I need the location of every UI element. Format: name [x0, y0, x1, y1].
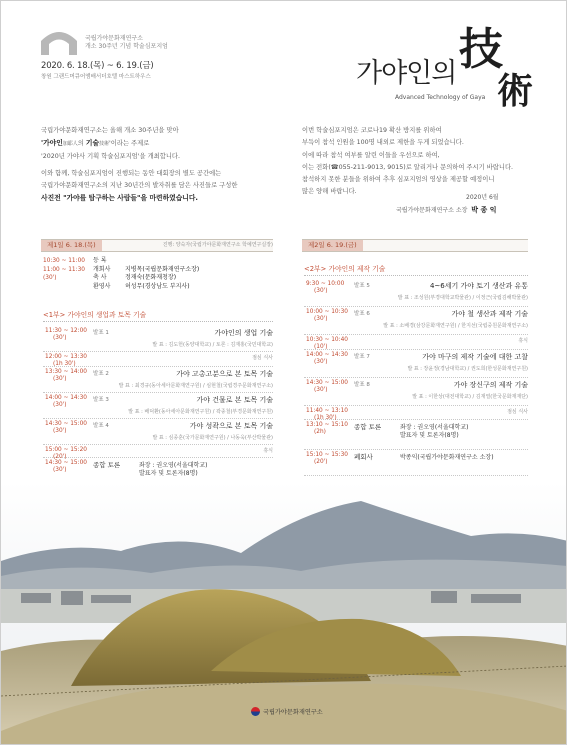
opening-row [43, 283, 273, 292]
row-title: 가야 고총고분으로 본 토목 기술 [176, 370, 273, 378]
schedule-row [304, 450, 528, 476]
schedule-row [304, 406, 528, 420]
row-role: 발표 6 [354, 311, 370, 317]
row-time [45, 369, 87, 383]
intro-paragraph [41, 125, 281, 163]
event-date: 2020. 6. 18.(목) ~ 6. 19.(금) [41, 61, 154, 71]
intro-keyword: '가야인 [41, 139, 63, 148]
row-duration: (20') [314, 459, 328, 465]
schedule-row [304, 279, 528, 307]
row-title: 가야 마구의 제작 기술에 대한 고찰 [422, 353, 528, 361]
schedule-row [43, 445, 273, 458]
row-time [306, 281, 344, 295]
row-duration: (30') [314, 387, 328, 393]
row-duration: (1h 30') [314, 415, 337, 421]
row-duration: (30') [53, 402, 67, 408]
row-sub: 박종익(국립가야문화재연구소 소장) [400, 454, 494, 461]
row-title: 가야인의 생업 기술 [214, 329, 273, 337]
row-time-range: 10:00 ~ 10:30 [306, 309, 348, 315]
institute-logo-icon [39, 27, 79, 57]
intro-line: 의 [77, 140, 86, 148]
opening-detail: 허성무(경상남도 부지사) [125, 282, 190, 290]
row-duration: (30') [53, 376, 67, 382]
row-role: 발표 7 [354, 354, 370, 360]
intro-hanja: 技術 [99, 141, 110, 148]
day2-section-heading: <2부> 가야인의 제작 기술 [304, 263, 528, 276]
row-time [45, 460, 87, 474]
row-time-range: 14:30 ~ 15:00 [45, 460, 87, 466]
title-hanja-2: 術 [497, 70, 534, 112]
schedule-row [43, 352, 273, 367]
opening-row [43, 257, 273, 266]
row-duration: (30') [53, 335, 67, 341]
row-sub: 좌장 : 권오영(서울대학교) [400, 424, 469, 431]
schedule-row [43, 367, 273, 393]
row-duration: (20') [53, 454, 67, 460]
intro-keyword: 기술 [85, 139, 100, 148]
org-line: 국립가야문화재연구소 [85, 35, 143, 42]
intro-line: '2020년 가야사 기획 학술심포지엄'을 개최합니다. [41, 152, 180, 160]
row-title: 가야 철 생산과 제작 기술 [451, 310, 528, 318]
row-time-range: 14:30 ~ 15:00 [45, 421, 87, 427]
row-sub: 발표자 및 토론자(8명) [400, 432, 459, 439]
row-time [306, 380, 348, 394]
row-sub: 좌장 : 권오영(서울대학교) [139, 462, 208, 469]
row-sub: 발표자 및 토론자(8명) [139, 470, 198, 477]
row-time-range: 13:30 ~ 14:00 [45, 369, 87, 375]
landscape-illustration [1, 481, 567, 745]
signature-name: 박 종 익 [471, 206, 497, 214]
row-time-range: 13:10 ~ 15:10 [306, 422, 348, 428]
row-break: 점심 식사 [507, 409, 528, 415]
opening-row [43, 266, 273, 275]
intro-paragraph [41, 168, 281, 206]
row-break: 점심 식사 [252, 355, 273, 361]
signature-date: 2020년 6월 [466, 194, 499, 201]
day1-tag: 제1일 6. 18.(목) [41, 240, 102, 251]
opening-time: 10:30 ~ 11:00 [43, 258, 85, 264]
row-time-range: 10:30 ~ 10:40 [306, 337, 348, 343]
title-english: Advanced Technology of Gaya [395, 94, 486, 101]
row-role: 발표 3 [93, 397, 109, 403]
row-role: 발표 8 [354, 382, 370, 388]
row-duration: (30') [314, 316, 328, 322]
day2-bar [302, 239, 528, 252]
row-time [306, 422, 348, 436]
intro-line: 부득이 참석 인원을 100명 내외로 제한을 두게 되었습니다. [302, 139, 464, 147]
row-time-range: 12:00 ~ 13:30 [45, 354, 87, 360]
row-role: 발표 2 [93, 371, 109, 377]
row-time-range: 14:30 ~ 15:00 [306, 380, 348, 386]
row-break: 휴식 [263, 448, 273, 454]
row-duration: (10') [314, 344, 328, 350]
row-time-range: 15:00 ~ 15:20 [45, 447, 87, 453]
intro-line: '이라는 주제로 [109, 140, 150, 148]
row-duration: (30') [53, 428, 67, 434]
title-korean: 가야인의 [356, 58, 457, 89]
opening-row [43, 274, 273, 283]
intro-right [302, 125, 542, 199]
row-speakers: 발 표 : 배덕환(동아세아문화재연구원) / 곽종철(부경문화재연구원) [128, 409, 273, 415]
row-title: 가야 건물로 본 토목 기술 [196, 396, 273, 404]
row-title: 4~6세기 가야 토기 생산과 유통 [429, 282, 528, 290]
row-break: 휴식 [518, 338, 528, 344]
opening-detail: 지병목(국립문화재연구소장) [125, 265, 200, 273]
row-speakers: 발 표 : 최경규(동아세아문화재연구원) / 심현철(국립경주문화재연구소) [118, 383, 273, 389]
row-speakers: 발 표 : 소배경(삼강문화재연구원) / 한지선(국립중원문화재연구소) [383, 323, 528, 329]
row-title: 가야 성곽으로 본 토목 기술 [189, 422, 273, 430]
row-duration: (30') [314, 359, 328, 365]
intro-line: 이는 전화(☎055-211-9013, 9015)로 알리거나 문의하여 주시기 바랍니다. [302, 163, 514, 171]
day1-section-heading: <1부> 가야인의 생업과 토목 기술 [43, 309, 273, 322]
day1-note: 진행: 양숙자(국립가야문화재연구소 학예연구실장) [162, 242, 273, 248]
row-speakers: 발 표 : 조성원(부경대학교박물관) / 이정근(국립김해박물관) [397, 295, 528, 301]
signature-org: 국립가야문화재연구소 소장 [396, 207, 468, 214]
schedule-row [43, 326, 273, 352]
org-line: 개소 30주년 기념 학술심포지엄 [85, 43, 168, 50]
intro-line: 많은 양해 바랍니다. [302, 188, 357, 196]
row-speakers: 발 표 : 장윤정(경남대학교) / 권도희(한성문화재연구원) [407, 366, 528, 372]
row-role: 발표 5 [354, 283, 370, 289]
row-time [45, 421, 87, 435]
row-role: 발표 1 [93, 330, 109, 336]
row-time-range: 11:30 ~ 12:00 [45, 328, 87, 334]
day1-bar [41, 239, 273, 252]
row-time [45, 328, 87, 342]
intro-left [41, 125, 281, 211]
schedule-row [43, 393, 273, 419]
taegeuk-icon [251, 707, 260, 716]
schedule-row [304, 378, 528, 406]
row-time [306, 337, 348, 351]
row-time [306, 309, 348, 323]
intro-line: 국립가야문화재연구소의 지난 30년간의 발자취를 담은 사진들로 구성한 [41, 182, 238, 190]
row-time [45, 354, 87, 368]
row-time [306, 452, 348, 466]
row-time-range: 14:00 ~ 14:30 [45, 395, 87, 401]
row-title: 가야 장신구의 제작 기술 [453, 381, 528, 389]
intro-line: 이번 학술심포지엄은 코로나19 확산 방지를 위하여 [302, 127, 442, 134]
row-role: 발표 4 [93, 423, 109, 429]
opening-role: 개회사 [93, 265, 111, 273]
row-label: 종합 토론 [93, 461, 121, 469]
row-time-range: 11:40 ~ 13:10 [306, 408, 348, 414]
event-venue: 창원 그랜드머큐어앰배서더호텔 마스트하우스 [41, 74, 151, 80]
signature [396, 191, 499, 217]
schedule-row [304, 350, 528, 378]
opening-role: 환영사 [93, 282, 111, 290]
org-lines [85, 35, 168, 51]
schedule-row [304, 420, 528, 450]
row-speakers: 발 표 : 심종훈(국가문화재연구원) / 나동욱(부산박물관) [152, 435, 273, 441]
intro-hanja: 加耶人 [62, 141, 78, 148]
schedule-row [304, 307, 528, 335]
row-speakers: 발 표 : 이한상(대전대학교) / 김재열(한국문화재재단) [412, 394, 528, 400]
intro-line: 이와 함께, 학술심포지엄이 진행되는 동안 대회장의 별도 공간에는 [41, 169, 222, 177]
opening-time: 11:00 ~ 11:30 [43, 266, 85, 273]
intro-line: 이에 따라 참석 여부를 알린 이들을 우선으로 하여, [302, 151, 440, 159]
opening-detail: 정재숙(문화재청장) [125, 274, 177, 281]
row-label: 종합 토론 [354, 423, 382, 431]
day2-tag: 제2일 6. 19.(금) [302, 240, 363, 251]
row-time-range: 15:10 ~ 15:30 [306, 452, 348, 458]
title-hanja-1: 技 [459, 24, 503, 75]
opening-role: 등 록 [93, 257, 107, 264]
opening-block [43, 257, 273, 291]
row-time-range: 14:00 ~ 14:30 [306, 352, 348, 358]
row-duration: (30') [53, 467, 67, 473]
row-duration: (30') [314, 288, 328, 294]
intro-line: 참석하지 못한 분들을 위하여 추후 심포지엄의 영상을 제공할 예정이니 [302, 176, 495, 184]
row-time-range: 9:30 ~ 10:00 [306, 281, 345, 287]
opening-role: 축 사 [93, 274, 107, 281]
row-duration: (2h) [314, 429, 326, 435]
opening-time: (30') [43, 275, 57, 281]
row-time [45, 395, 87, 409]
schedule-row [304, 335, 528, 350]
row-duration: (1h 30') [53, 361, 76, 367]
intro-line: 국립가야문화재연구소는 올해 개소 30주년을 맞아 [41, 127, 179, 134]
footer-logo [251, 707, 323, 716]
footer-org: 국립가야문화재연구소 [263, 709, 323, 716]
intro-line: 사진전 "가야를 탐구하는 사람들"을 마련하였습니다. [41, 194, 199, 203]
row-speakers: 발 표 : 김도헌(동양대학교) / 토론 : 김재홍(국민대학교) [152, 342, 273, 348]
schedule-row [43, 419, 273, 445]
row-label: 폐회사 [354, 453, 373, 461]
row-time [306, 352, 348, 366]
